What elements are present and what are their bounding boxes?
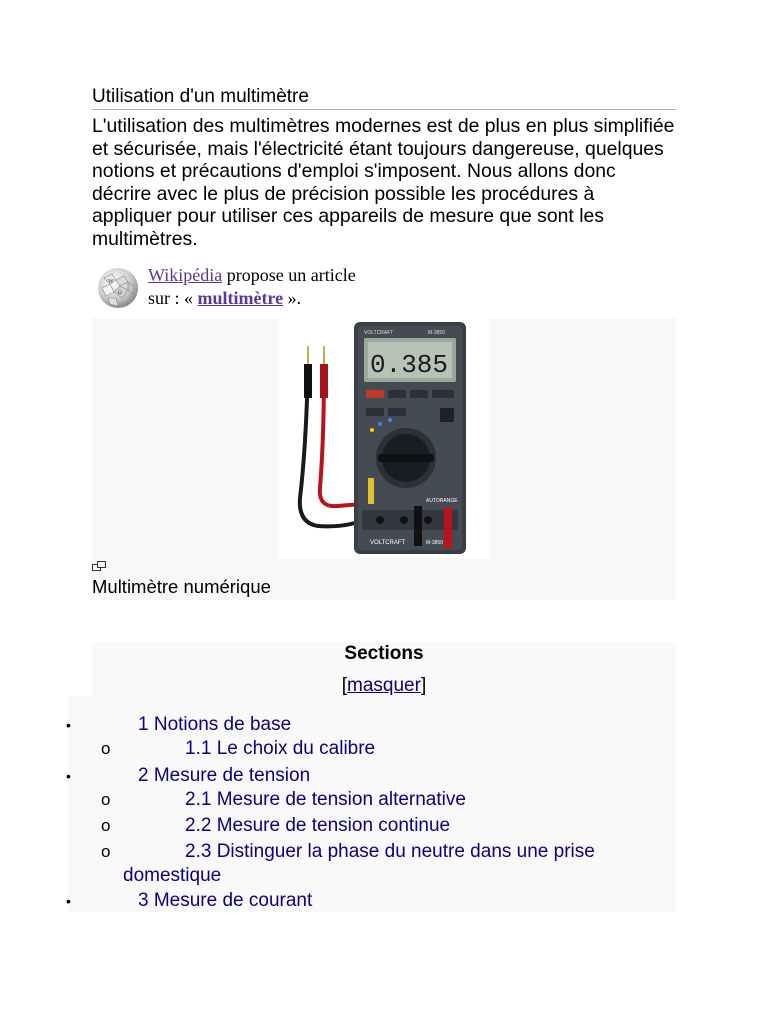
model-top: M-3850	[428, 330, 445, 336]
article-link-multimetre[interactable]: multimètre	[197, 288, 284, 308]
toc-item-3[interactable]: 3 Mesure de courant	[138, 890, 313, 911]
bullet-hollow: o	[101, 739, 111, 758]
toc-toggle: [masquer]	[341, 675, 427, 696]
toc-item-1[interactable]: 1 Notions de base	[138, 714, 292, 735]
toc-hide-link[interactable]: masquer	[347, 675, 421, 696]
bullet-filled: •	[66, 768, 71, 784]
bullet-filled: •	[66, 893, 71, 909]
bullet-hollow: o	[101, 842, 111, 861]
toc-item-2-3[interactable]: 2.3 Distinguer la phase du neutre dans une prise	[185, 841, 595, 862]
toc-item-2-1[interactable]: 2.1 Mesure de tension alternative	[185, 789, 466, 810]
toc-item-2-2[interactable]: 2.2 Mesure de tension continue	[185, 815, 451, 836]
svg-text:Ω: Ω	[118, 291, 122, 296]
toc-item-1-1[interactable]: 1.1 Le choix du calibre	[185, 738, 376, 759]
svg-text:W: W	[108, 279, 114, 285]
page-title: Utilisation d'un multimètre	[92, 86, 676, 110]
wikipedia-globe-icon	[94, 264, 142, 312]
toc-title: Sections	[344, 643, 424, 664]
toc-bullet-strip	[68, 696, 94, 912]
magnify-icon[interactable]	[92, 561, 106, 571]
model-bottom: M-3850	[426, 540, 443, 546]
toc-item-2-3-continued[interactable]: domestique	[123, 865, 222, 886]
brand-bottom: VOLTCRAFT	[370, 540, 406, 546]
bullet-hollow: o	[101, 790, 111, 809]
brand-top: VOLTCRAFT	[364, 330, 394, 336]
autorange-label: AUTORANGE	[426, 498, 458, 504]
multimeter-photo[interactable]	[278, 318, 490, 558]
bullet-hollow: o	[101, 816, 111, 835]
wikipedia-notice	[92, 264, 402, 314]
wikipedia-notice-text: Wikipédia propose un article sur : « multimètre ».	[148, 265, 356, 308]
wikipedia-link[interactable]: Wikipédia	[148, 265, 223, 285]
figure-caption: Multimètre numérique	[92, 576, 271, 597]
toc-item-2[interactable]: 2 Mesure de tension	[138, 765, 311, 786]
intro-paragraph: L'utilisation des multimètres modernes est de plus en plus simplifiée et sécurisée, mais l'électricité étant toujours dangereuse, quelques notions et précautions d'emploi s'imposent. Nous allons donc décrire avec le plus de précision possible les procédures à appliquer pour utiliser ces appareils de mesure que sont les multimètres.	[92, 115, 675, 250]
bullet-filled: •	[66, 717, 71, 733]
figure-multimeter	[92, 318, 676, 600]
lcd-display: 0.385	[370, 350, 449, 380]
